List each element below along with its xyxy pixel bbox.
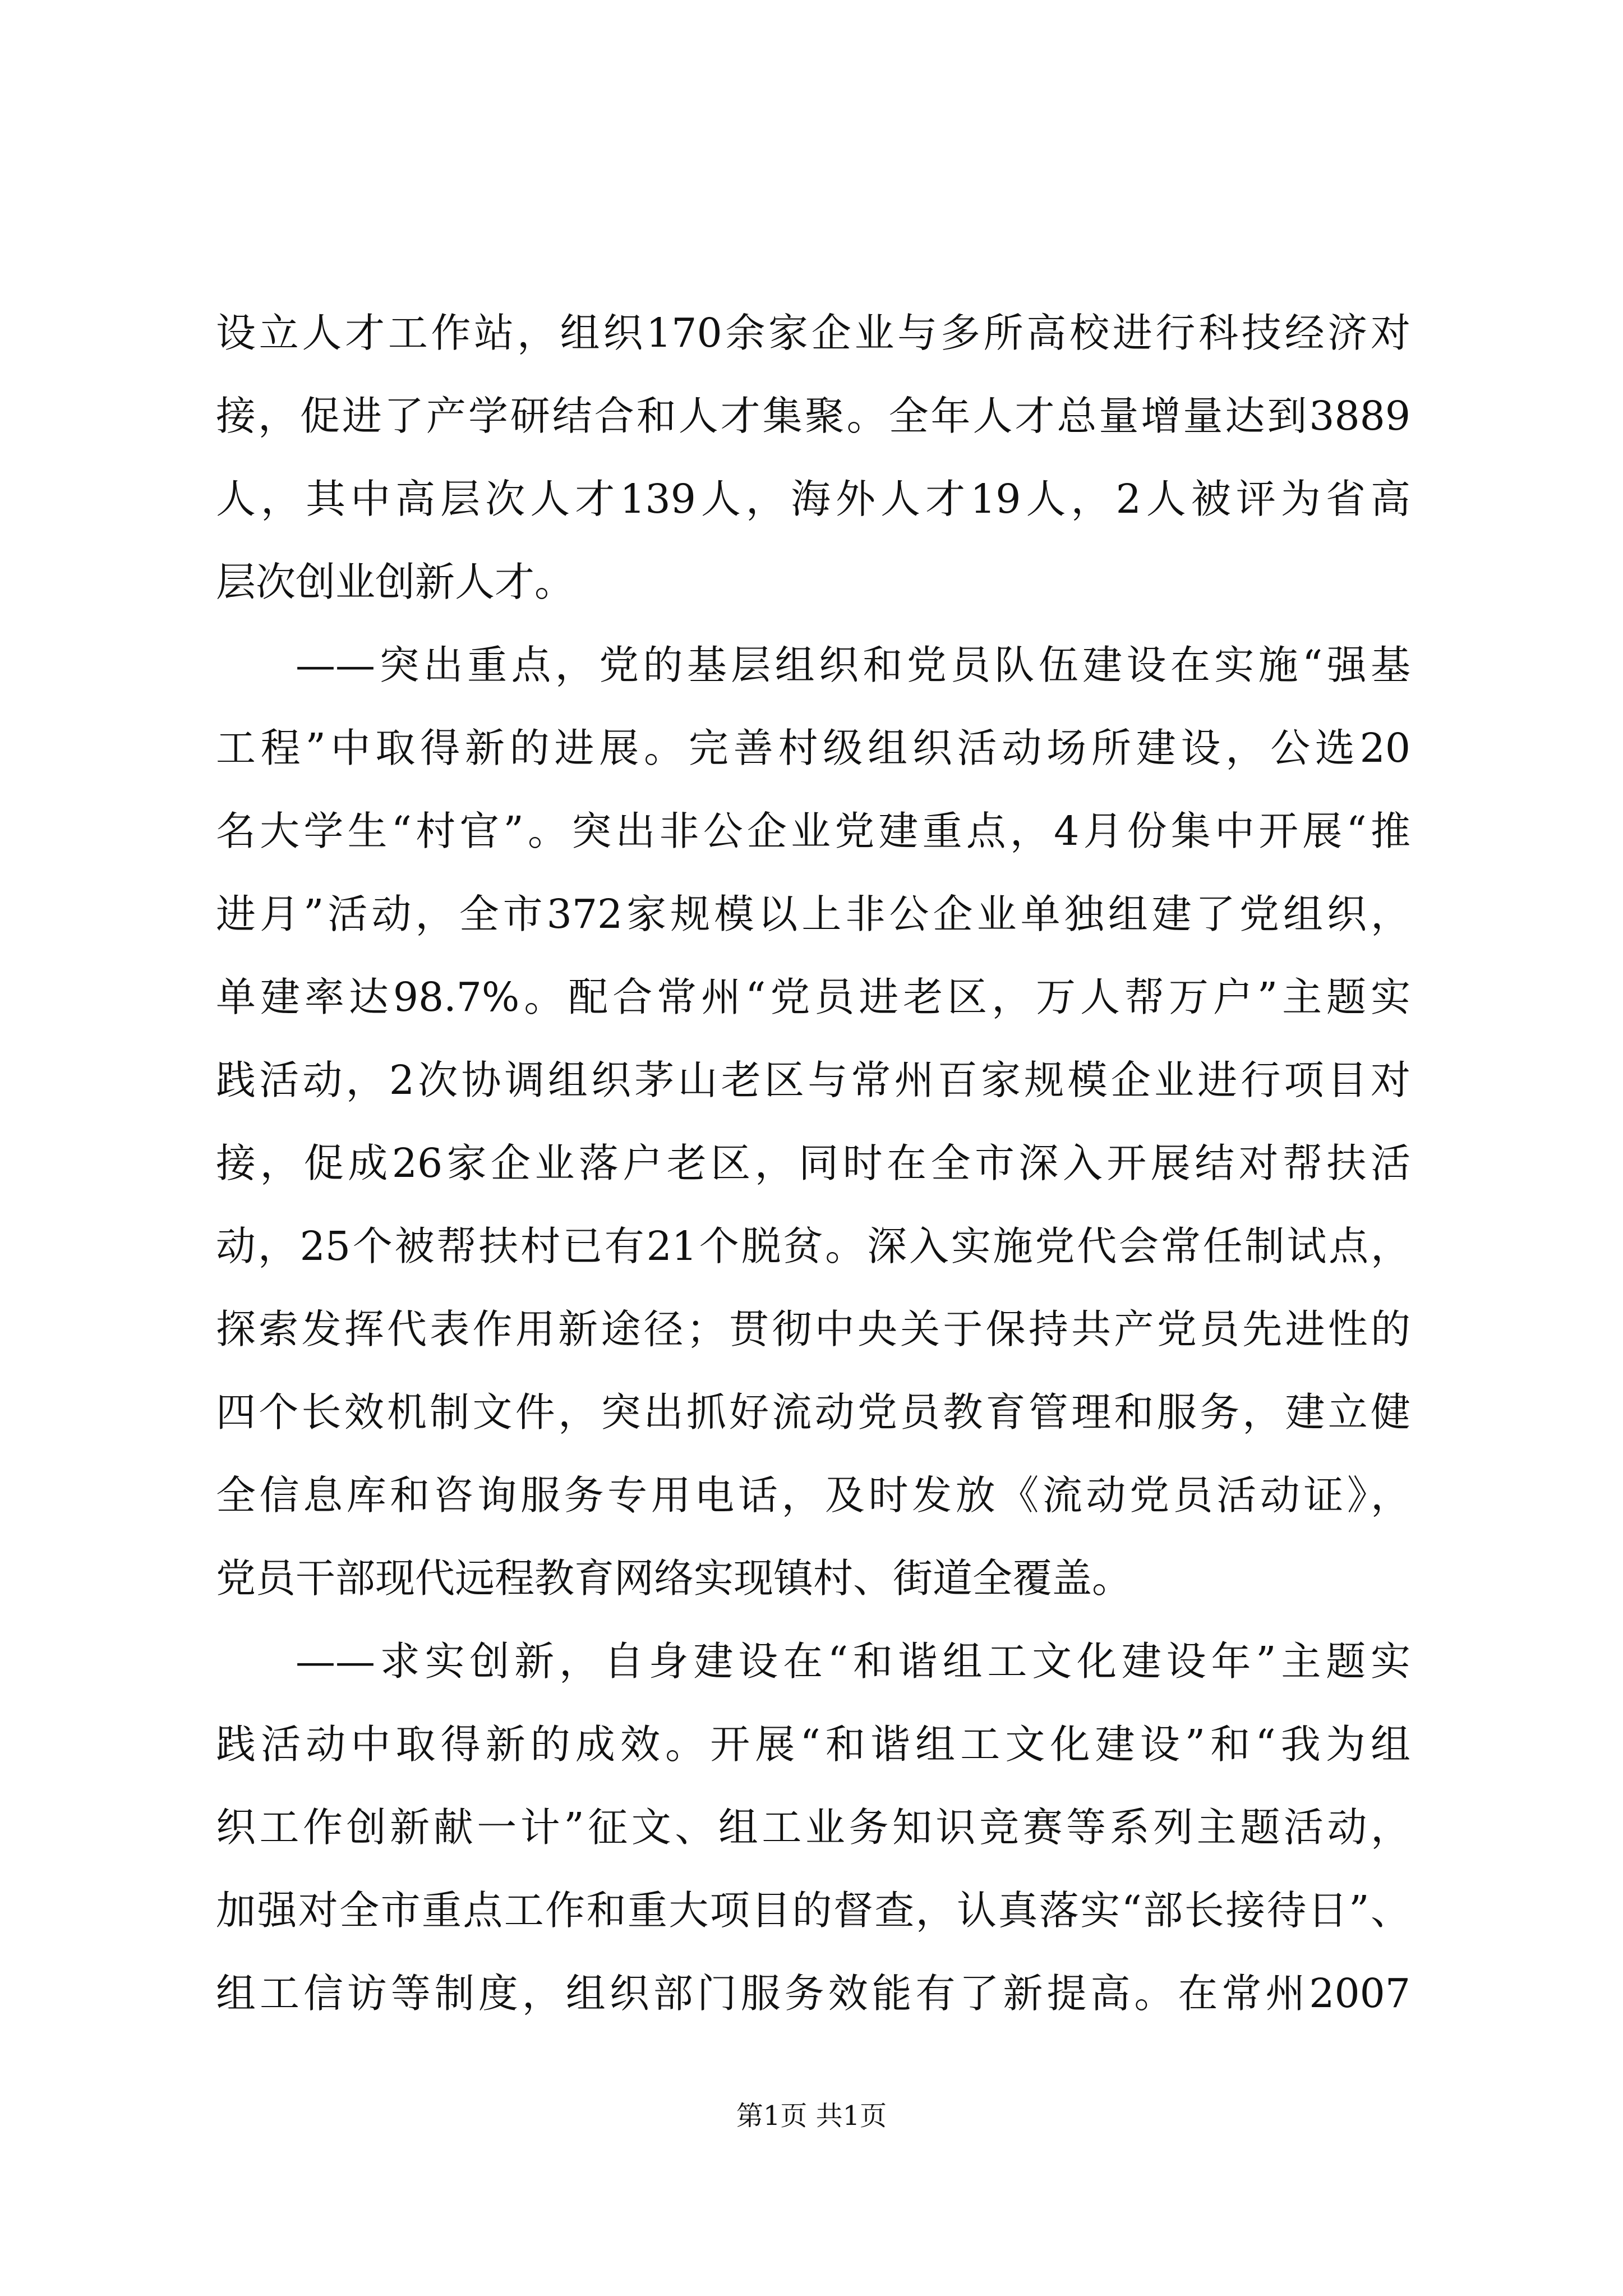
text-line: 织工作创新献一计”征文、组工业务知识竞赛等系列主题活动，	[216, 1804, 1410, 1851]
text-line: 层次创业创新人才。	[216, 559, 575, 605]
paragraph	[216, 1620, 1410, 2035]
page-footer: 第1页 共1页	[736, 2100, 887, 2132]
text-line: 单建率达98.7%。配合常州“党员进老区，万人帮万户”主题实	[216, 974, 1410, 1020]
text-line: 全信息库和咨询服务专用电话，及时发放《流动党员活动证》，	[216, 1472, 1410, 1519]
paragraph	[216, 292, 1410, 624]
text-line: 探索发挥代表作用新途径；贯彻中央关于保持共产党员先进性的	[216, 1306, 1410, 1352]
text-line: 进月”活动，全市372家规模以上非公企业单独组建了党组织，	[216, 891, 1410, 937]
text-line: 工程”中取得新的进展。完善村级组织活动场所建设，公选20	[216, 725, 1410, 771]
text-line: 党员干部现代远程教育网络实现镇村、街道全覆盖。	[216, 1555, 1132, 1602]
text-line: 四个长效机制文件，突出抓好流动党员教育管理和服务，建立健	[216, 1389, 1410, 1435]
text-line: 践活动中取得新的成效。开展“和谐组工文化建设”和“我为组	[216, 1721, 1410, 1768]
text-line: 践活动，2次协调组织茅山老区与常州百家规模企业进行项目对	[216, 1057, 1410, 1103]
text-line: 设立人才工作站，组织170余家企业与多所高校进行科技经济对	[216, 310, 1410, 356]
text-line: 接，促成26家企业落户老区，同时在全市深入开展结对帮扶活	[216, 1140, 1410, 1186]
text-line: ——突出重点，党的基层组织和党员队伍建设在实施“强基	[296, 642, 1410, 688]
text-line: 组工信访等制度，组织部门服务效能有了新提高。在常州2007	[216, 1970, 1410, 2017]
text-line: 名大学生“村官”。突出非公企业党建重点，4月份集中开展“推	[216, 808, 1410, 854]
text-line: ——求实创新，自身建设在“和谐组工文化建设年”主题实	[296, 1638, 1410, 1685]
text-line: 动，25个被帮扶村已有21个脱贫。深入实施党代会常任制试点，	[216, 1223, 1410, 1269]
paragraph	[216, 624, 1410, 1620]
body-text	[216, 292, 1410, 2035]
text-line: 加强对全市重点工作和重大项目的督查，认真落实“部长接待日”、	[216, 1887, 1410, 1934]
text-line: 接，促进了产学研结合和人才集聚。全年人才总量增量达到3889	[216, 393, 1410, 439]
text-line: 人，其中高层次人才139人，海外人才19人，2人被评为省高	[216, 476, 1410, 522]
